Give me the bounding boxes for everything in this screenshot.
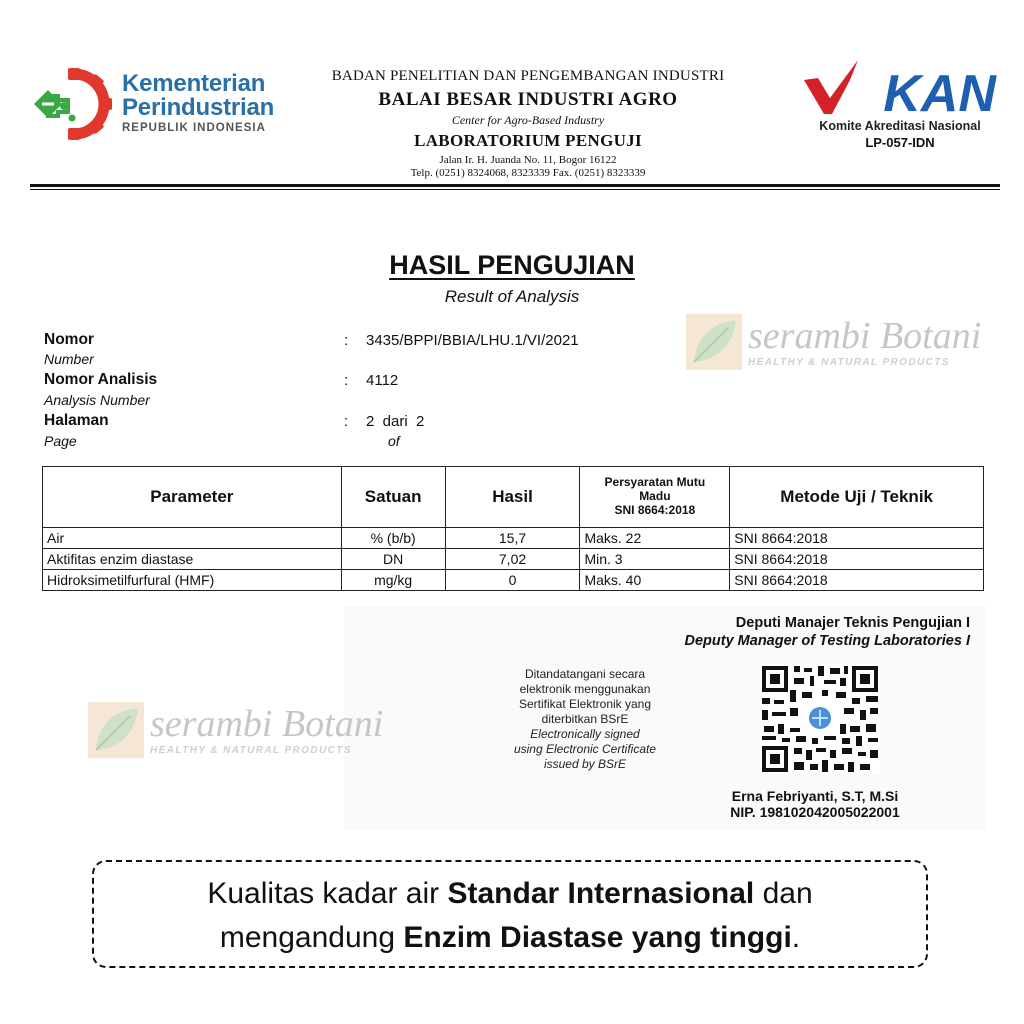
esign-id-3: Sertifikat Elektronik yang: [518, 697, 652, 711]
cell-parameter: Hidroksimetilfurfural (HMF): [43, 570, 342, 591]
callout-text-part: Kualitas kadar air: [207, 877, 448, 910]
table-header-row: [43, 467, 984, 528]
cell-metode: SNI 8664:2018: [730, 570, 984, 591]
kemenperin-line2: Perindustrian: [122, 94, 275, 121]
signer-title-en: Deputy Manager of Testing Laboratories I: [684, 633, 970, 649]
cell-hasil: 0: [445, 570, 580, 591]
page-title-text: HASIL PENGUJIAN: [389, 250, 635, 280]
institution-header: [296, 68, 760, 179]
callout-line1: [92, 872, 928, 916]
watermark-name: serambi Botani: [748, 314, 982, 357]
col-header-metode: Metode Uji / Teknik: [730, 467, 984, 528]
esign-id-4: diterbitkan BSrE: [541, 712, 629, 726]
header-rule-thick: [30, 184, 1000, 187]
persyaratan-line3: SNI 8664:2018: [614, 502, 696, 517]
cell-metode: SNI 8664:2018: [730, 528, 984, 549]
kan-subtitle: Komite Akreditasi Nasional: [819, 119, 981, 133]
persyaratan-line1: Persyaratan Mutu: [604, 475, 706, 490]
watermark-top: [686, 314, 981, 370]
watermark-name: serambi Botani: [150, 702, 384, 745]
persyaratan-line2: Madu: [639, 489, 671, 504]
col-header-parameter: Parameter: [43, 467, 342, 528]
signer-block: [690, 788, 940, 820]
cell-satuan: mg/kg: [341, 570, 445, 591]
callout-text-part: .: [791, 921, 801, 954]
esign-en-3: issued by BSrE: [543, 757, 627, 771]
kan-code: LP-057-IDN: [865, 135, 935, 150]
kemenperin-line3: REPUBLIK INDONESIA: [122, 122, 266, 134]
cell-parameter: Air: [43, 528, 342, 549]
meta-sub-number: Number: [44, 351, 94, 367]
table-row: [43, 570, 984, 591]
col-header-persyaratan: [580, 467, 730, 528]
header-rule-thin: [30, 189, 1000, 190]
meta-label-nomor: Nomor: [44, 331, 94, 348]
cell-persyaratan: Maks. 22: [580, 528, 730, 549]
institution-line3: Center for Agro-Based Industry: [451, 113, 605, 127]
kan-checkmark-icon: [800, 58, 1000, 118]
col-header-satuan: Satuan: [341, 467, 445, 528]
kemenperin-gear-icon: [28, 66, 116, 142]
meta-value-page-of: of: [388, 433, 400, 449]
cell-parameter: Aktifitas enzim diastase: [43, 549, 342, 570]
meta-value-page: 2 dari 2: [366, 413, 425, 430]
watermark-bottom: [88, 702, 383, 758]
meta-sub-analysis-number: Analysis Number: [44, 392, 150, 408]
kan-logo-text: KAN: [883, 65, 996, 118]
page-subtitle: Result of Analysis: [444, 287, 580, 306]
cell-persyaratan: Maks. 40: [580, 570, 730, 591]
cell-satuan: DN: [341, 549, 445, 570]
cell-hasil: 7,02: [445, 549, 580, 570]
meta-colon: :: [344, 372, 349, 389]
meta-colon: :: [344, 413, 349, 430]
meta-sub-page: Page: [44, 433, 77, 449]
meta-label-halaman: Halaman: [44, 412, 109, 429]
institution-line4: LABORATORIUM PENGUJI: [414, 131, 642, 150]
watermark-tagline: HEALTHY & NATURAL PRODUCTS: [150, 744, 352, 756]
callout-text-part: dan: [754, 877, 813, 910]
callout-bold-enzim: Enzim Diastase yang tinggi: [403, 921, 792, 954]
institution-address: Jalan Ir. H. Juanda No. 11, Bogor 16122: [439, 154, 617, 166]
callout-text-part: mengandung: [219, 921, 404, 954]
meta-label-nomor-analisis: Nomor Analisis: [44, 371, 158, 388]
watermark-tagline: HEALTHY & NATURAL PRODUCTS: [748, 356, 950, 368]
signer-title-id: Deputi Manajer Teknis Pengujian I: [735, 615, 970, 631]
col-header-hasil: Hasil: [445, 467, 580, 528]
esign-id-1: Ditandatangani secara: [524, 667, 646, 681]
cell-satuan: % (b/b): [341, 528, 445, 549]
kemenperin-line1: Kementerian: [122, 70, 266, 97]
esign-en-1: Electronically signed: [530, 727, 640, 741]
cell-persyaratan: Min. 3: [580, 549, 730, 570]
table-row: [43, 549, 984, 570]
signer-nip: NIP. 198102042005022001: [730, 804, 900, 820]
esign-en-2: using Electronic Certificate: [513, 742, 657, 756]
meta-colon: :: [344, 332, 349, 349]
signer-name: Erna Febriyanti, S.T, M.Si: [731, 788, 899, 804]
callout-bold-standar: Standar Internasional: [447, 877, 755, 910]
callout-line2: [92, 916, 928, 960]
cell-hasil: 15,7: [445, 528, 580, 549]
esign-note: [480, 667, 690, 772]
kemenperin-wordmark: [122, 72, 274, 135]
qr-code-icon: [760, 664, 880, 774]
cell-metode: SNI 8664:2018: [730, 549, 984, 570]
meta-value-nomor: 3435/BPPI/BBIA/LHU.1/VI/2021: [366, 332, 579, 349]
page-title: [0, 250, 1024, 281]
table-row: [43, 528, 984, 549]
callout-text: [92, 872, 928, 960]
meta-value-analysis-number: 4112: [366, 372, 399, 389]
institution-phone: Telp. (0251) 8324068, 8323339 Fax. (0251) 8323339: [410, 167, 646, 179]
serambi-leaf-icon: [88, 702, 144, 758]
results-table: [42, 466, 984, 591]
esign-id-2: elektronik menggunakan: [519, 682, 651, 696]
serambi-leaf-icon: [686, 314, 742, 370]
institution-line2: BALAI BESAR INDUSTRI AGRO: [378, 89, 678, 110]
institution-line1: BADAN PENELITIAN DAN PENGEMBANGAN INDUSTRI: [331, 68, 725, 84]
